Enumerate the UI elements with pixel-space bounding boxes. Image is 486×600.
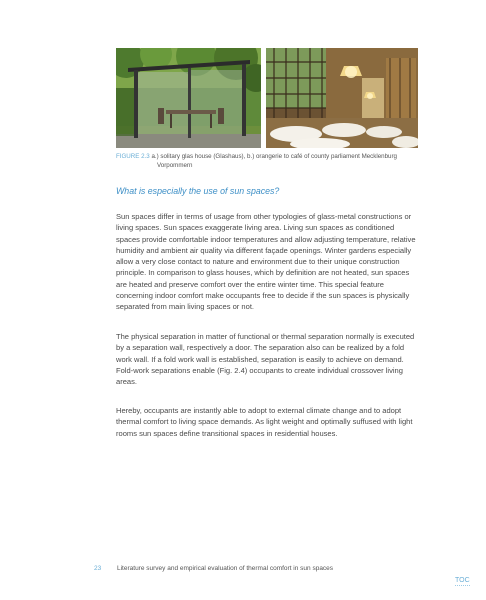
running-title: Literature survey and empirical evaluation of thermal comfort in sun spaces [117,565,334,572]
glass-house-illustration [116,48,261,148]
section-heading: What is especially the use of sun spaces? [116,186,280,196]
page-number: 23 [94,565,102,572]
body-paragraph: Sun spaces differ in terms of usage from other typologies of glass-metal constructions or living spaces. Sun spaces exaggerate living area. Living sun spaces as conditioned spaces provide comfortable indoor temperatures and allow adjusting temperature, relative humidity and ambient air quality via different façade openings. Winter gardens especially allow a very close contact to nature and environment due to their unique construction principle. In comparison to glass houses, which by definition are not heated, sun spaces are heated and preserve comfort over the entire winter time. This special feature concerning indoor comfort make occupants free to decide if the sun spaces is physically separated from main living spaces or not. [116,212,416,312]
figure-caption-label: FIGURE 2.3 [116,153,150,160]
body-paragraph: The physical separation in matter of functional or thermal separation normally is executed by a separation wall, respectively a door. The separation also can be realized by a fold work wall. If a fold work wall is established, separation is easily to achieve on demand. Fold-work separations enable (Fig. 2.4) occupants to create individual crossover living areas. [116,332,415,387]
toc-link[interactable]: TOC [455,577,470,584]
figure-caption [116,152,416,170]
figure-caption-text: a.) solitary glas house (Glashaus), b.) orangerie to café of county parliament Mecklenburg [151,153,397,160]
body-paragraph: Hereby, occupants are instantly able to adopt to external climate change and to adopt thermal comfort to living space demands. As light weight and optimally suffused with light rooms sun spaces define transitional spaces in residential houses. [116,406,413,438]
figure-caption-text-continued: Vorpommern [157,162,193,169]
photo-glass-house [116,48,261,148]
orangerie-illustration [266,48,418,148]
photo-orangerie-cafe [266,48,418,148]
